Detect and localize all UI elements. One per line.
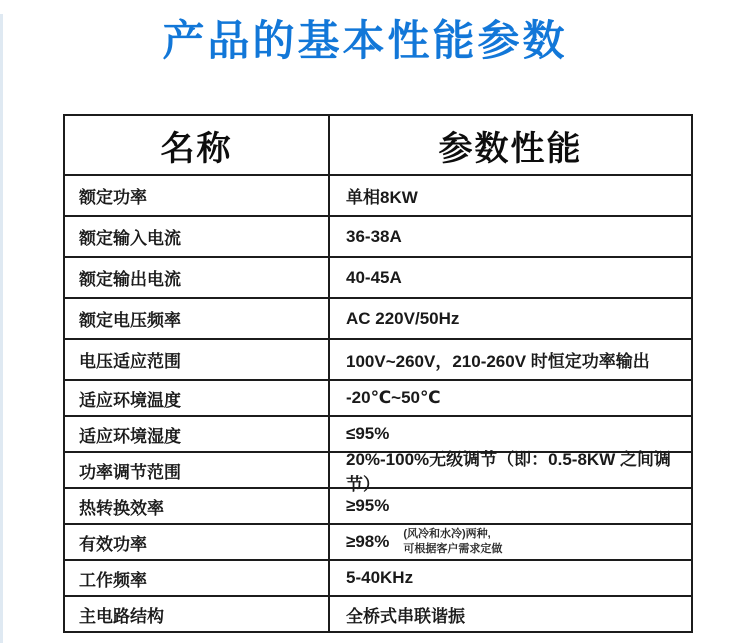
row-value: AC 220V/50Hz [346,308,460,328]
header-cell-name: 名称 [65,116,330,174]
row-name: 额定输入电流 [65,217,330,256]
row-name: 额定输出电流 [65,258,330,297]
row-name: 主电路结构 [65,597,330,631]
row-value-group [330,525,691,559]
row-name: 电压适应范围 [65,340,330,379]
left-edge-strip [0,14,3,643]
row-name: 适应环境温度 [65,381,330,415]
note-line-1: (风冷和水冷)两种, [403,528,491,541]
note-line-2: 可根据客户需求定做 [403,543,503,555]
row-value: -20℃~50℃ [346,388,441,407]
row-value: 单相8KW [346,188,418,207]
table-row-heat-conversion-efficiency [65,487,691,523]
row-name: 功率调节范围 [65,453,330,487]
table-header-row [65,116,691,174]
row-value: ≤95% [346,424,390,443]
row-value: 40-45A [346,267,402,287]
row-value: 20%-100%无级调节（即：0.5-8KW 之间调节） [346,450,671,494]
row-value: 100V~260V，210-260V 时恒定功率输出 [346,352,650,371]
row-name: 热转换效率 [65,489,330,523]
row-value-note [403,527,502,557]
table-row-effective-power [65,523,691,559]
row-name: 有效功率 [65,525,330,559]
table-row-rated-voltage-frequency [65,297,691,338]
table-row-power-adjust-range [65,450,691,494]
table-row-rated-input-current [65,215,691,256]
row-value: 全桥式串联谐振 [346,606,465,626]
row-name: 额定电压频率 [65,299,330,338]
page-title: 产品的基本性能参数 [162,17,568,64]
spec-table [63,114,693,633]
table-row-rated-power [65,174,691,215]
row-name: 工作频率 [65,561,330,595]
table-row-working-frequency [65,559,691,595]
header-cell-performance: 参数性能 [438,129,583,168]
row-value: ≥95% [346,496,390,515]
row-value: 5-40KHz [346,568,414,587]
table-row-main-circuit-structure [65,595,691,631]
table-row-rated-output-current [65,256,691,297]
table-row-voltage-range [65,338,691,379]
row-name: 额定功率 [65,176,330,215]
row-value: 36-38A [346,226,402,246]
row-value: ≥98% [346,532,390,551]
row-name: 适应环境湿度 [65,417,330,451]
table-row-ambient-temperature [65,379,691,415]
